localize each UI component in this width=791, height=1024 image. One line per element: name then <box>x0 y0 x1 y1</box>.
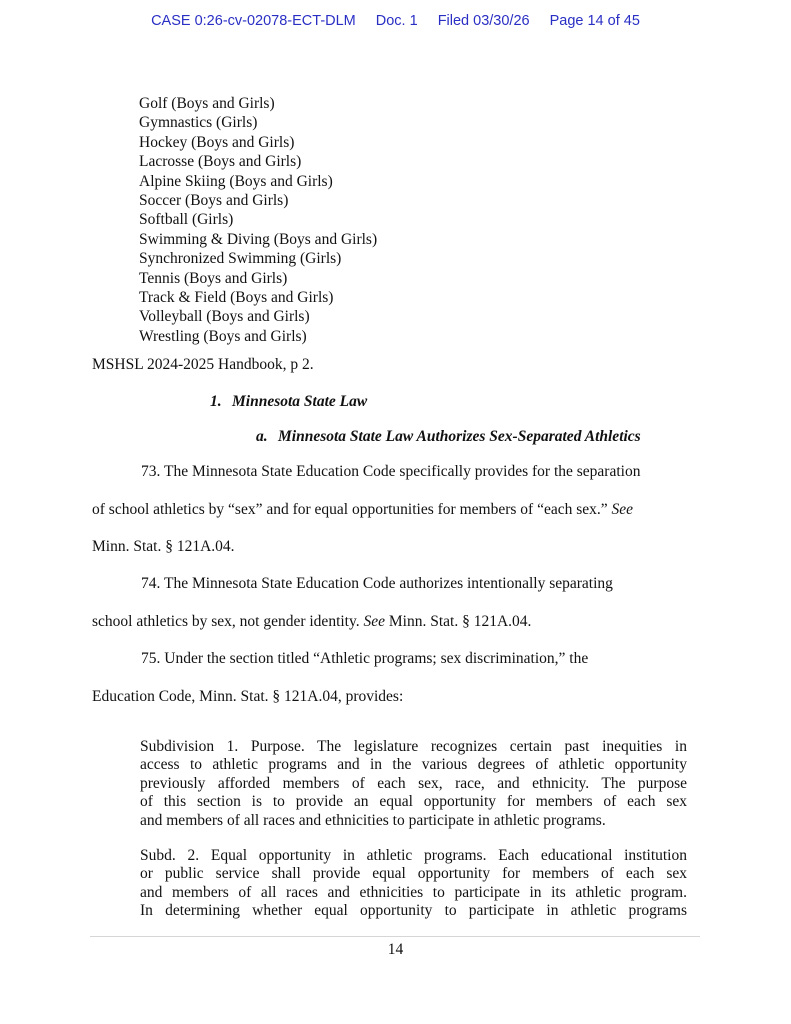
paragraph-line: Education Code, Minn. Stat. § 121A.04, provides: <box>92 687 404 705</box>
quote-line: access to athletic programs and in the various degrees of athletic opportunity <box>140 756 687 774</box>
handbook-citation: MSHSL 2024-2025 Handbook, p 2. <box>92 356 314 373</box>
line-text: of school athletics by “sex” and for equal opportunities for members of “each sex.” <box>92 500 612 518</box>
see-signal: See <box>611 500 634 518</box>
list-item: Softball (Girls) <box>139 211 234 229</box>
quote-line: previously afforded members of each sex, race, and ethnicity. The purpose <box>140 774 687 792</box>
paragraph-line: 74. The Minnesota State Education Code authorizes intentionally separating <box>141 575 613 592</box>
page-count: Page 14 of 45 <box>549 13 640 29</box>
list-item: Soccer (Boys and Girls) <box>139 192 289 210</box>
subsection-heading <box>256 428 641 446</box>
case-header <box>0 13 791 29</box>
heading-number: a. <box>256 428 268 445</box>
list-item: Swimming & Diving (Boys and Girls) <box>139 230 378 248</box>
quote-line: In determining whether equal opportunity to participate in athletic programs <box>140 902 687 920</box>
paragraph-line: 75. Under the section titled “Athletic programs; sex discrimination,” the <box>141 650 589 667</box>
paragraph-75 <box>92 640 687 715</box>
heading-number: 1. <box>210 393 222 410</box>
quote-line: or public service shall provide equal opportunity for members of each sex <box>140 865 687 883</box>
section-heading <box>210 393 367 411</box>
filed-date: Filed 03/30/26 <box>437 13 530 29</box>
see-signal: See <box>363 612 385 630</box>
paragraph-line <box>92 491 687 529</box>
list-item: Gymnastics (Girls) <box>139 114 258 132</box>
heading-text: Minnesota State Law Authorizes Sex-Separated Athletics <box>278 428 641 445</box>
block-quote-subdivision-2 <box>140 847 687 921</box>
list-item: Golf (Boys and Girls) <box>139 95 275 112</box>
paragraph-73 <box>92 453 687 566</box>
sports-list <box>139 94 377 346</box>
list-item: Hockey (Boys and Girls) <box>139 133 295 151</box>
paragraph-74 <box>92 565 687 640</box>
quote-line: Subd. 2. Equal opportunity in athletic programs. Each educational institution <box>140 847 687 864</box>
heading-text: Minnesota State Law <box>232 393 368 410</box>
list-item: Synchronized Swimming (Girls) <box>139 250 342 268</box>
list-item: Wrestling (Boys and Girls) <box>139 327 307 345</box>
line-text: Minn. Stat. § 121A.04. <box>385 612 532 630</box>
block-quote-subdivision-1 <box>140 738 687 830</box>
quote-line: and members of all races and ethnicities to participate in athletic programs. <box>140 811 606 829</box>
list-item: Volleyball (Boys and Girls) <box>139 308 310 326</box>
doc-number: Doc. 1 <box>375 13 418 29</box>
quote-line: of this section is to provide an equal opportunity for members of each sex <box>140 793 687 811</box>
footer-divider <box>90 936 700 937</box>
quote-line: and members of all races and ethnicities to participate in its athletic program. <box>140 883 687 901</box>
quote-line: Subdivision 1. Purpose. The legislature recognizes certain past inequities in <box>140 738 687 755</box>
line-text: school athletics by sex, not gender identity. <box>92 612 364 630</box>
list-item: Alpine Skiing (Boys and Girls) <box>139 172 333 190</box>
case-number: CASE 0:26-cv-02078-ECT-DLM <box>151 13 356 29</box>
list-item: Lacrosse (Boys and Girls) <box>139 153 302 171</box>
page-number: 14 <box>387 941 404 958</box>
paragraph-line <box>92 603 687 641</box>
list-item: Track & Field (Boys and Girls) <box>139 289 334 307</box>
paragraph-line: Minn. Stat. § 121A.04. <box>92 538 235 555</box>
paragraph-line: 73. The Minnesota State Education Code specifically provides for the separation <box>141 463 641 480</box>
list-item: Tennis (Boys and Girls) <box>139 269 288 287</box>
